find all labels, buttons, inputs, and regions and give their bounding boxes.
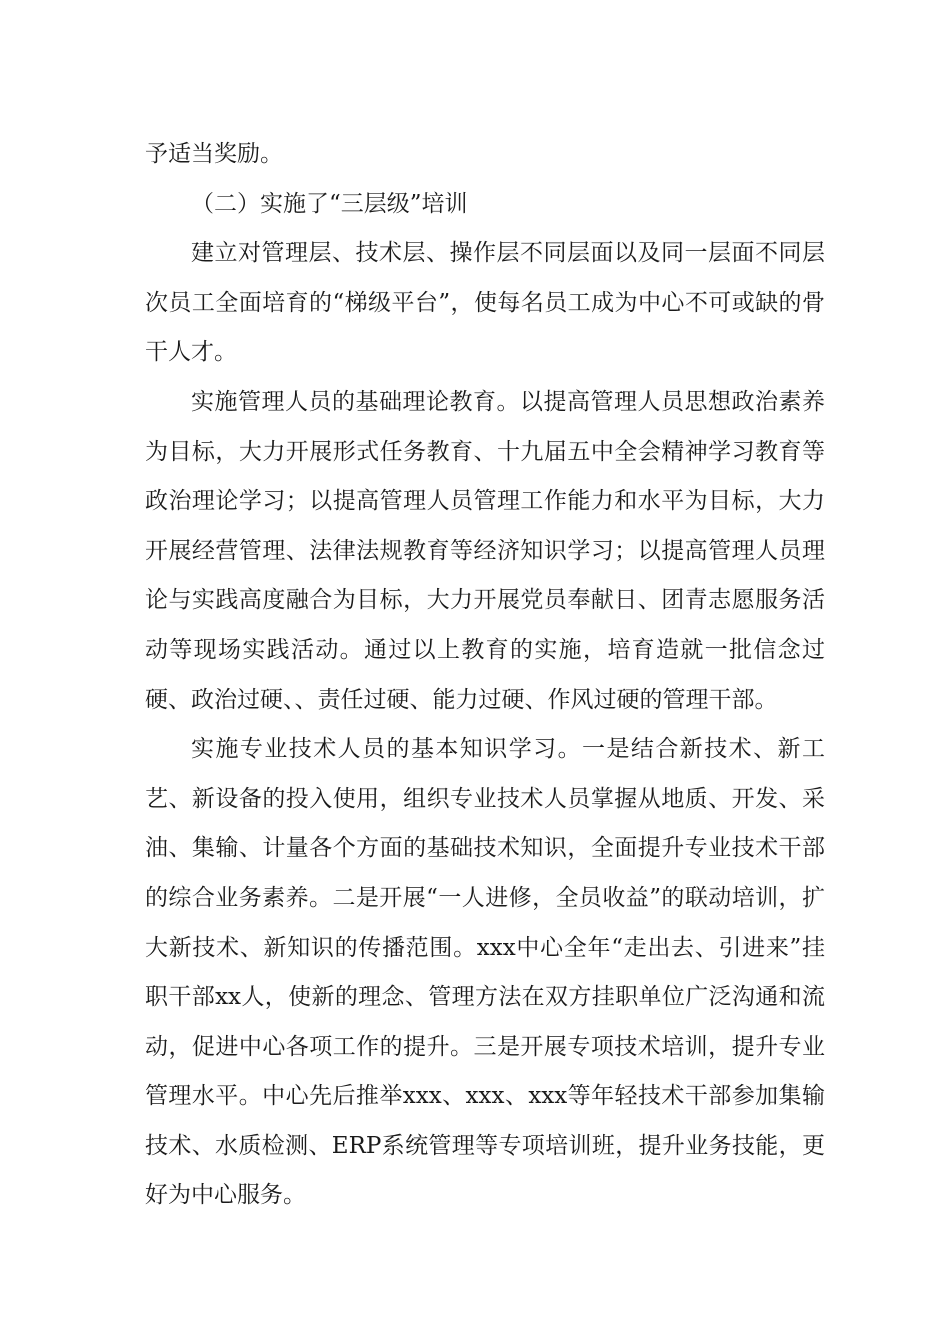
paragraph-ladder-platform: 建立对管理层、技术层、操作层不同层面以及同一层面不同层次员工全面培育的“梯级平台”，使每名员工成为中心不可或缺的骨干人才。	[145, 240, 825, 366]
paragraph-technical-learning: 实施专业技术人员的基本知识学习。一是结合新技术、新工艺、新设备的投入使用，组织专业技术人员掌握从地质、开发、采油、集输、计量各个方面的基础技术知识，全面提升专业技术干部的综合业务素养。二是开展“一人进修，全员收益”的联动培训，扩大新技术、新知识的传播范围。xxx中心全年“走出去、引进来”挂职干部xx人，使新的理念、管理方法在双方挂职单位广泛沟通和流动，促进中心各项工作的提升。三是开展专项技术培训，提升专业管理水平。中心先后推举xxx、xxx、xxx等年轻技术干部参加集输技术、水质检测、ERP系统管理等专项培训班，提升业务技能，更好为中心服务。	[145, 736, 825, 1209]
paragraph-reward-ending: 予适当奖励。	[145, 141, 283, 167]
paragraph-management-education: 实施管理人员的基础理论教育。以提高管理人员思想政治素养为目标，大力开展形式任务教育、十九届五中全会精神学习教育等政治理论学习；以提高管理人员管理工作能力和水平为目标，大力开展经营管理、法律法规教育等经济知识学习；以提高管理人员理论与实践高度融合为目标，大力开展党员奉献日、团青志愿服务活动等现场实践活动。通过以上教育的实施，培育造就一批信念过硬、政治过硬、、责任过硬、能力过硬、作风过硬的管理干部。	[145, 388, 825, 713]
section-heading-training: （二）实施了“三层级”培训	[191, 190, 468, 217]
document-body	[145, 130, 825, 1221]
